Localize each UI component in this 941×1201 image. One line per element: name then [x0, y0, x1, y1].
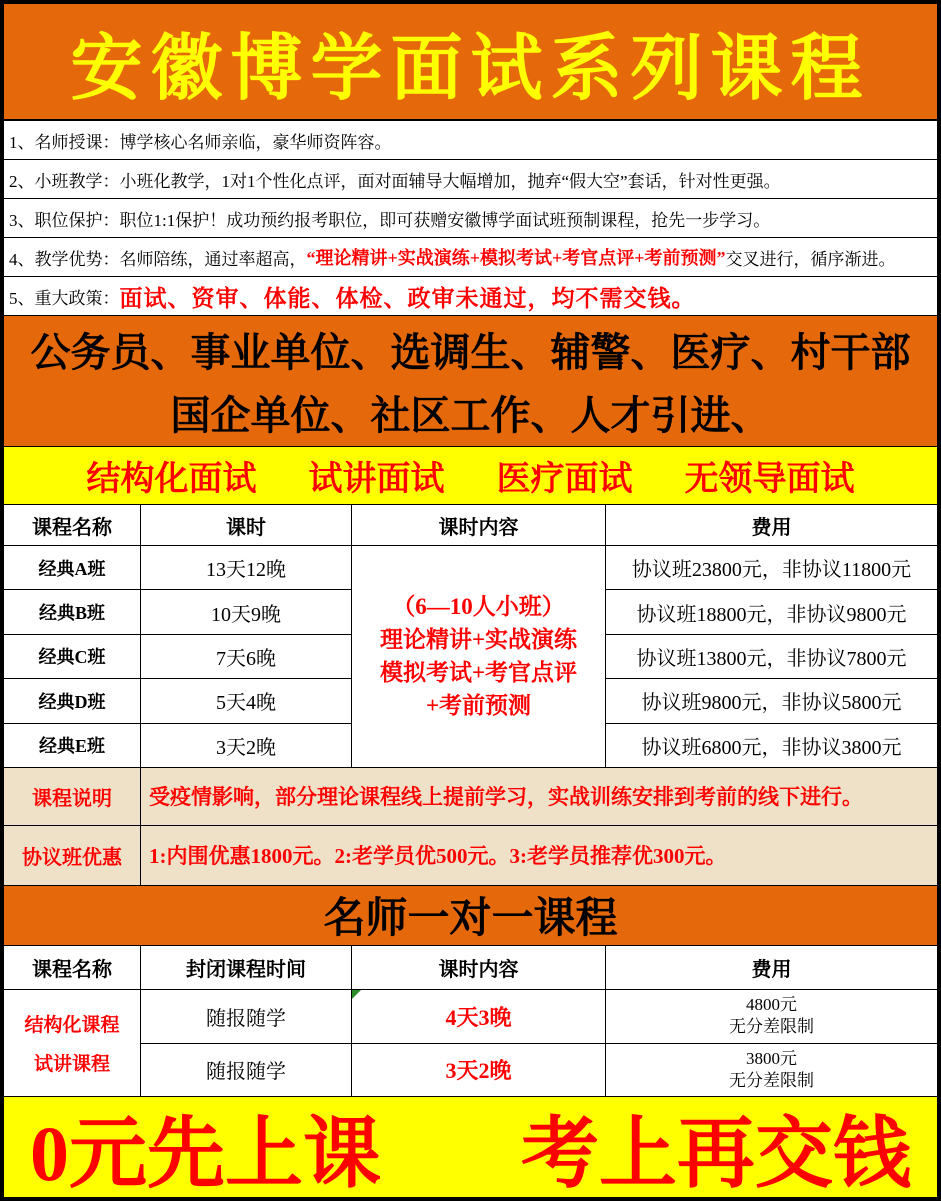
feature-text: 1、名师授课：博学核心名师亲临，豪华师资阵容。: [9, 132, 392, 152]
content-line: （6—10人小班）: [392, 594, 565, 620]
feature-text: 交叉进行，循序渐进。: [725, 249, 896, 269]
feature-text: 5、重大政策：: [9, 288, 120, 308]
fee-cell: [606, 990, 937, 1044]
header-cell-fee: 费用: [606, 505, 937, 546]
one-on-one-banner: [4, 886, 937, 946]
schedule-cell: 随报随学: [141, 1044, 352, 1097]
course-fee-cell: 协议班6800元，非协议3800元: [606, 724, 937, 768]
course-name-cell: 经典A班: [4, 546, 141, 590]
program-name: 试讲课程: [33, 1053, 110, 1075]
content-line: +考前预测: [425, 693, 532, 719]
header-cell-fee: 费用: [606, 946, 937, 990]
header-cell-course-name: 课程名称: [4, 946, 141, 990]
duration-cell: [352, 1044, 606, 1097]
course-fee-cell: 协议班13800元，非协议7800元: [606, 635, 937, 679]
features-list: [4, 121, 937, 316]
content-line: 模拟考试+考官点评: [379, 660, 578, 686]
content-line: 理论精讲+实战演练: [379, 627, 578, 653]
course-table: [4, 546, 937, 768]
course-duration-cell: 7天6晚: [141, 635, 352, 679]
program-name: 结构化课程: [24, 1014, 120, 1036]
course-content-cell: [352, 546, 606, 768]
fee-note: 无分差限制: [729, 1070, 814, 1090]
fee-cell: [606, 1044, 937, 1097]
note-label: 课程说明: [4, 768, 141, 825]
fee-amount: 4800元: [746, 995, 797, 1015]
header-cell-content: 课时内容: [352, 946, 606, 990]
header-cell-schedule: 封闭课程时间: [141, 946, 352, 990]
one-on-one-table: [4, 990, 937, 1097]
feature-text: 2、小班教学：小班化教学，1对1个性化点评，面对面辅导大幅增加，抛弃“假大空”套话，针对性更强。: [9, 171, 781, 191]
feature-item-3: [4, 199, 937, 238]
header-cell-course-name: 课程名称: [4, 505, 141, 546]
feature-text: 4、教学优势：名师陪练，通过率超高，: [9, 249, 307, 269]
program-name-cell: [4, 990, 141, 1097]
course-name-cell: 经典B班: [4, 590, 141, 634]
course-duration-cell: 13天12晚: [141, 546, 352, 590]
header-cell-content: 课时内容: [352, 505, 606, 546]
note-text: 受疫情影响，部分理论课程线上提前学习，实战训练安排到考前的线下进行。: [149, 785, 863, 810]
feature-text: 3、职位保护：职位1:1保护！成功预约报考职位，即可获赠安徽博学面试班预制课程，抢先一步学习。: [9, 210, 771, 230]
course-name-cell: 经典D班: [4, 679, 141, 723]
interview-type-structured: 结构化面试: [86, 461, 257, 498]
fee-amount: 3800元: [746, 1048, 797, 1068]
one-on-one-title: 名师一对一课程: [323, 894, 618, 942]
feature-item-1: [4, 121, 937, 160]
duration-text: 4天3晚: [445, 1004, 512, 1030]
interview-type-lecture: 试讲面试: [308, 461, 445, 498]
course-table-header: [4, 505, 937, 546]
feature-highlight: 面试、资审、体能、体检、政审未通过，均不需交钱。: [119, 285, 696, 311]
feature-item-4: [4, 238, 937, 277]
feature-item-5: [4, 277, 937, 316]
interview-types-banner: [4, 447, 937, 505]
course-duration-cell: 5天4晚: [141, 679, 352, 723]
schedule-cell: 随报随学: [141, 990, 352, 1044]
course-duration-cell: 10天9晚: [141, 590, 352, 634]
course-duration-cell: 3天2晚: [141, 724, 352, 768]
feature-highlight: “理论精讲+实战演练+模拟考试+考官点评+考前预测”: [306, 248, 726, 268]
footer-right-text: 考上再交钱: [520, 1109, 911, 1197]
course-fee-cell: 协议班23800元，非协议11800元: [606, 546, 937, 590]
duration-cell: [352, 990, 606, 1044]
note-row-discount: [4, 826, 937, 886]
note-label: 协议班优惠: [4, 826, 141, 885]
header-banner: [4, 4, 937, 121]
note-row-description: [4, 768, 937, 826]
footer-banner: [4, 1097, 937, 1197]
audience-line-1: 公务员、事业单位、选调生、辅警、医疗、村干部: [30, 331, 911, 375]
course-name-cell: 经典E班: [4, 724, 141, 768]
one-on-one-table-header: [4, 946, 937, 990]
audience-banner: [4, 316, 937, 447]
footer-left-text: 0元先上课: [30, 1109, 382, 1197]
fee-note: 无分差限制: [729, 1017, 814, 1037]
course-fee-cell: 协议班18800元，非协议9800元: [606, 590, 937, 634]
header-cell-hours: 课时: [141, 505, 352, 546]
note-text: 1:内围优惠1800元。2:老学员优500元。3:老学员推荐优300元。: [149, 844, 727, 869]
course-name-cell: 经典C班: [4, 635, 141, 679]
poster-title: 安徽博学面试系列课程: [70, 28, 871, 109]
duration-text: 3天2晚: [445, 1058, 512, 1084]
course-fee-cell: 协议班9800元，非协议5800元: [606, 679, 937, 723]
interview-type-medical: 医疗面试: [496, 461, 633, 498]
audience-line-2: 国企单位、社区工作、人才引进、: [170, 394, 771, 438]
comment-marker-triangle: [352, 990, 361, 999]
interview-type-leaderless: 无领导面试: [684, 461, 855, 498]
feature-item-2: [4, 160, 937, 199]
